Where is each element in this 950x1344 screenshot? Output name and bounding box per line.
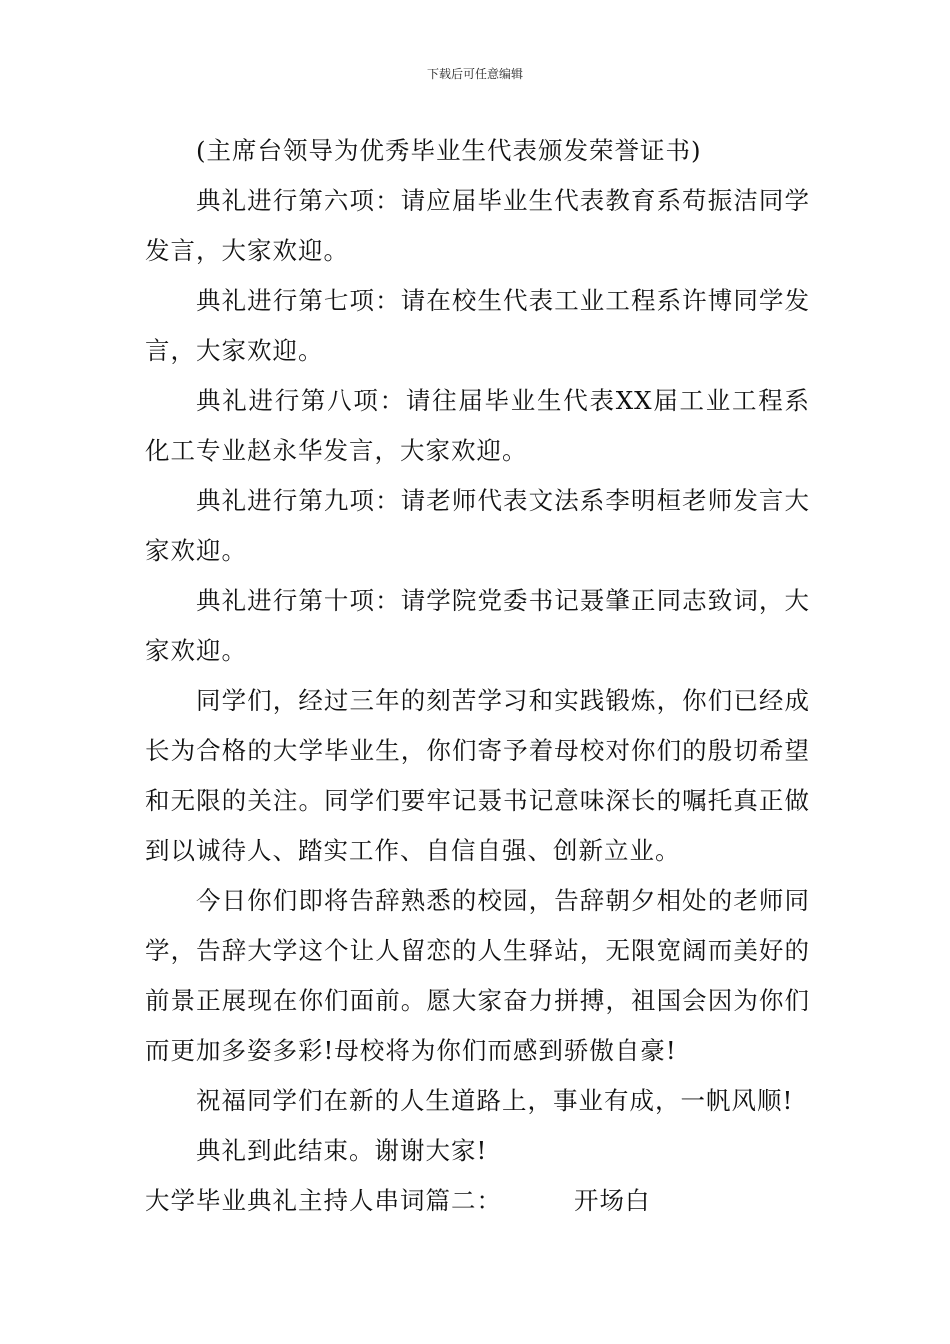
paragraph-closing: 典礼到此结束。谢谢大家! <box>196 1136 488 1165</box>
document-body <box>145 126 810 1226</box>
paragraph-item-ten: 典礼进行第十项：请学院党委书记聂肇正同志致词，大家欢迎。 <box>145 586 810 665</box>
paragraph-item-six: 典礼进行第六项：请应届毕业生代表教育系苟振洁同学发言，大家欢迎。 <box>145 186 810 265</box>
paragraph-item-seven: 典礼进行第七项：请在校生代表工业工程系许博同学发言，大家欢迎。 <box>145 286 810 365</box>
section-heading <box>145 1176 810 1226</box>
paragraph-item-eight: 典礼进行第八项：请往届毕业生代表XX届工业工程系化工专业赵永华发言，大家欢迎。 <box>145 386 810 465</box>
section-heading-subtitle: 开场白 <box>574 1186 651 1215</box>
paragraph-item-nine: 典礼进行第九项：请老师代表文法系李明桓老师发言大家欢迎。 <box>145 486 810 565</box>
page-header-note: 下载后可任意编辑 <box>426 67 523 81</box>
paragraph-blessing: 祝福同学们在新的人生道路上，事业有成，一帆风顺! <box>196 1086 794 1115</box>
section-heading-title: 大学毕业典礼主持人串词篇二： <box>145 1186 502 1215</box>
paragraph-farewell: 今日你们即将告辞熟悉的校园，告辞朝夕相处的老师同学，告辞大学这个让人留恋的人生驿站，无限宽阔而美好的前景正展现在你们面前。愿大家奋力拼搏，祖国会因为你们而更加多姿多彩!母校将为你们而感到骄傲自豪! <box>145 886 810 1065</box>
paragraph-award-note: (主席台领导为优秀毕业生代表颁发荣誉证书) <box>196 136 702 165</box>
paragraph-address-students: 同学们，经过三年的刻苦学习和实践锻炼，你们已经成长为合格的大学毕业生，你们寄予着母校对你们的殷切希望和无限的关注。同学们要牢记聂书记意味深长的嘱托真正做到以诚待人、踏实工作、自信自强、创新立业。 <box>145 686 810 865</box>
